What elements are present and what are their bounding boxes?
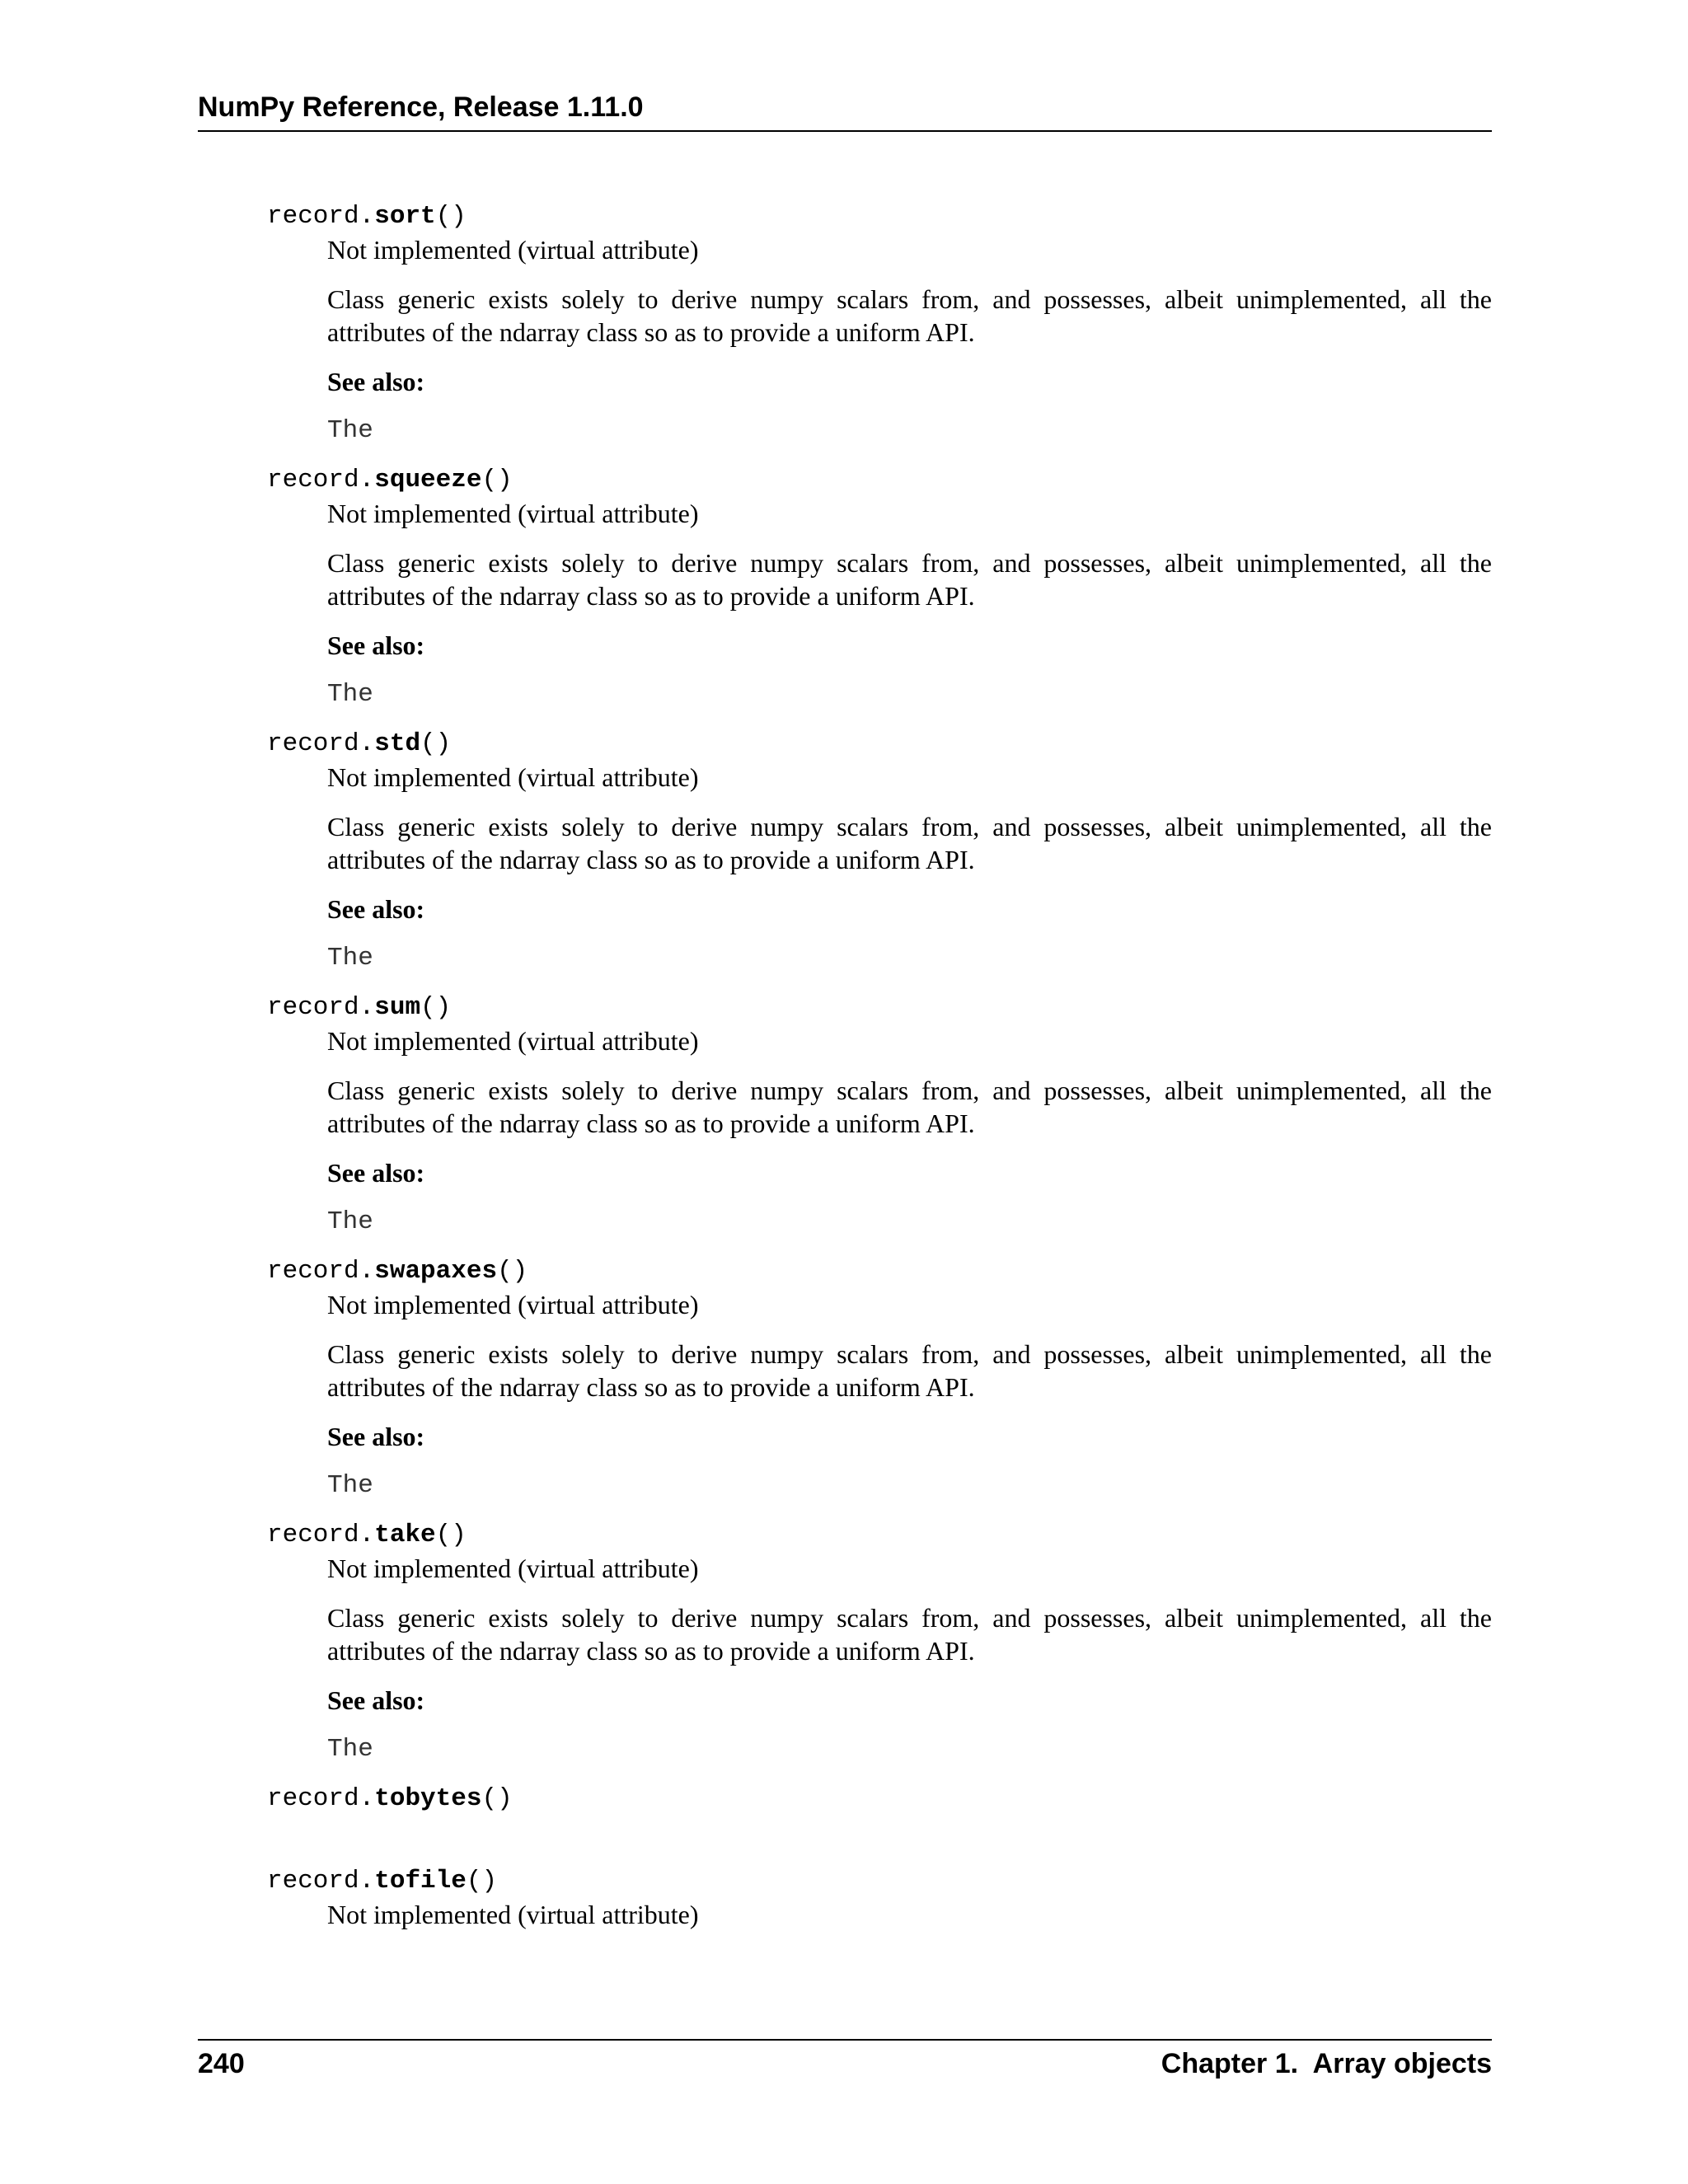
signature-prefix: record. <box>267 1521 375 1549</box>
method-body <box>327 233 1492 448</box>
method-entry-std <box>267 728 1492 975</box>
signature-name: tobytes <box>374 1784 482 1813</box>
short-description: Not implemented (virtual attribute) <box>327 499 699 528</box>
method-body <box>327 1024 1492 1239</box>
method-entry-swapaxes <box>267 1255 1492 1502</box>
signature-prefix: record. <box>267 1257 375 1286</box>
long-description: Class generic exists solely to derive numpy scalars from, and possesses, albeit unimplemented, all the attributes of the ndarray class so as to provide a uniform API. <box>327 812 1492 874</box>
see-also-heading: See also: <box>327 1422 425 1451</box>
see-also-heading: See also: <box>327 894 425 924</box>
see-also-heading: See also: <box>327 1685 425 1715</box>
chapter-title: Chapter 1. Array objects <box>1160 2048 1492 2079</box>
signature-parens: () <box>420 993 452 1022</box>
signature-name: swapaxes <box>374 1257 498 1286</box>
footer-rule <box>198 2039 1492 2041</box>
short-description: Not implemented (virtual attribute) <box>327 762 699 792</box>
signature-parens: () <box>466 1867 498 1896</box>
method-signature <box>267 200 1492 233</box>
signature-prefix: record. <box>267 466 375 494</box>
method-signature <box>267 991 1492 1024</box>
method-signature <box>267 464 1492 497</box>
see-also-heading: See also: <box>327 1158 425 1188</box>
long-description: Class generic exists solely to derive numpy scalars from, and possesses, albeit unimplemented, all the attributes of the ndarray class so as to provide a uniform API. <box>327 1076 1492 1138</box>
signature-prefix: record. <box>267 993 375 1022</box>
method-signature <box>267 1865 1492 1898</box>
signature-prefix: record. <box>267 1867 375 1896</box>
method-signature <box>267 1783 1492 1816</box>
see-also-text: The <box>327 416 373 445</box>
signature-parens: () <box>420 729 452 758</box>
short-description: Not implemented (virtual attribute) <box>327 235 699 265</box>
signature-name: std <box>374 729 421 758</box>
signature-parens: () <box>497 1257 528 1286</box>
long-description: Class generic exists solely to derive numpy scalars from, and possesses, albeit unimplemented, all the attributes of the ndarray class so as to provide a uniform API. <box>327 548 1492 611</box>
signature-prefix: record. <box>267 1784 375 1813</box>
running-header: NumPy Reference, Release 1.11.0 <box>198 91 644 123</box>
signature-parens: () <box>435 202 467 231</box>
method-entry-sort <box>267 200 1492 448</box>
method-entry-tofile <box>267 1865 1492 1931</box>
signature-prefix: record. <box>267 202 375 231</box>
short-description: Not implemented (virtual attribute) <box>327 1290 699 1319</box>
signature-name: take <box>374 1521 436 1549</box>
method-entry-squeeze <box>267 464 1492 711</box>
method-body <box>327 1288 1492 1502</box>
short-description: Not implemented (virtual attribute) <box>327 1900 699 1929</box>
signature-name: sort <box>374 202 436 231</box>
method-list <box>267 200 1492 1931</box>
long-description: Class generic exists solely to derive numpy scalars from, and possesses, albeit unimplemented, all the attributes of the ndarray class so as to provide a uniform API. <box>327 1339 1492 1402</box>
header-rule <box>198 130 1492 132</box>
see-also-heading: See also: <box>327 630 425 660</box>
see-also-text: The <box>327 1471 373 1500</box>
long-description: Class generic exists solely to derive numpy scalars from, and possesses, albeit unimplemented, all the attributes of the ndarray class so as to provide a uniform API. <box>327 1603 1492 1666</box>
method-body <box>327 1552 1492 1766</box>
page-footer <box>198 2046 1492 2082</box>
method-entry-sum <box>267 991 1492 1239</box>
method-signature <box>267 1519 1492 1552</box>
see-also-text: The <box>327 1735 373 1764</box>
signature-parens: () <box>481 1784 513 1813</box>
signature-parens: () <box>481 466 513 494</box>
method-entry-tobytes <box>267 1783 1492 1816</box>
see-also-text: The <box>327 1207 373 1236</box>
see-also-heading: See also: <box>327 367 425 396</box>
signature-parens: () <box>435 1521 467 1549</box>
signature-name: tofile <box>374 1867 467 1896</box>
see-also-text: The <box>327 680 373 709</box>
signature-prefix: record. <box>267 729 375 758</box>
short-description: Not implemented (virtual attribute) <box>327 1026 699 1056</box>
page-number: 240 <box>198 2048 245 2079</box>
method-body <box>327 1898 1492 1931</box>
method-body <box>327 761 1492 975</box>
short-description: Not implemented (virtual attribute) <box>327 1554 699 1583</box>
method-signature <box>267 1255 1492 1288</box>
signature-name: sum <box>374 993 421 1022</box>
method-body <box>327 497 1492 711</box>
see-also-text: The <box>327 944 373 972</box>
method-entry-take <box>267 1519 1492 1766</box>
long-description: Class generic exists solely to derive numpy scalars from, and possesses, albeit unimplemented, all the attributes of the ndarray class so as to provide a uniform API. <box>327 284 1492 347</box>
method-signature <box>267 728 1492 761</box>
signature-name: squeeze <box>374 466 482 494</box>
